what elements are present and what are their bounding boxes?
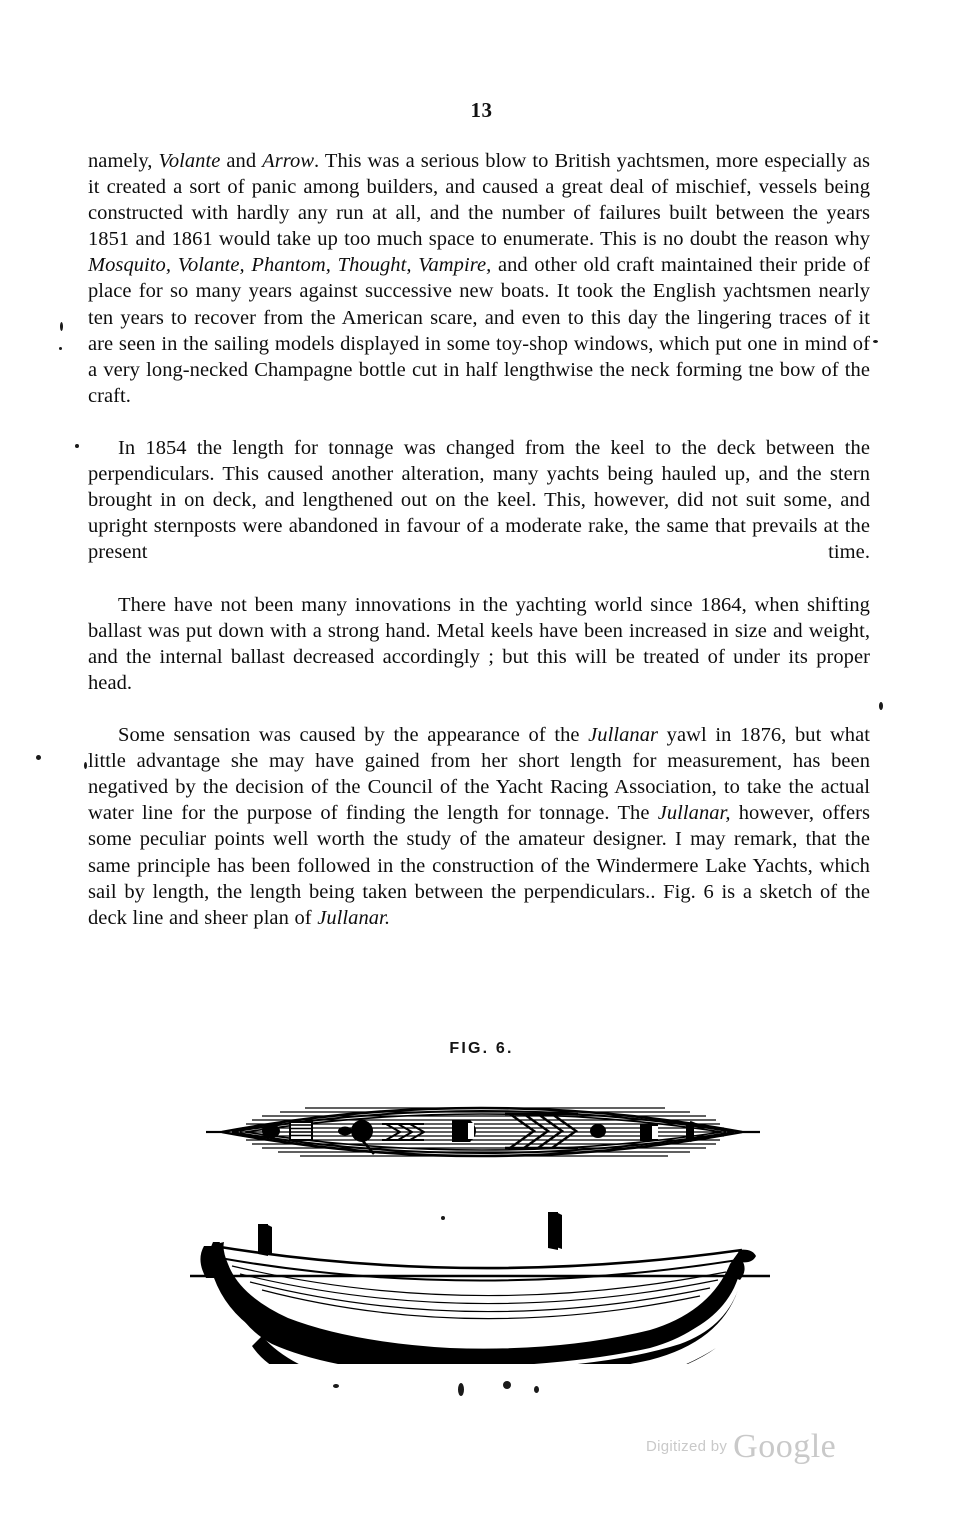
scan-speck xyxy=(59,347,62,350)
watermark-prefix: Digitized by xyxy=(646,1438,728,1455)
small-aft-hatch xyxy=(640,1124,658,1141)
text-run: Some sensation was caused by the appearance of the xyxy=(118,724,589,747)
scan-speck xyxy=(84,762,87,769)
italic-run: Jullanar xyxy=(588,724,659,747)
paragraph-3 xyxy=(88,592,870,722)
text-run: There have not been many innovations in the yachting world since 1864, when shifting ballast was put down with a strong hand. Metal keels have been increased in size and weight, and the internal ballast decreased accordingly ; but this will be treated of under its proper head. xyxy=(88,593,870,694)
scan-speck xyxy=(503,1381,511,1389)
text-run: In 1854 the length for tonnage was changed from the keel to the deck between the perpendiculars. This caused another alteration, many yachts being hauled up, and the stern brought in on deck, and lengthened out on the keel. This, however, did not suit some, and upright sternposts were abandoned in favour of a moderate rake, the same that prevails at the present time. xyxy=(88,437,870,564)
text-run: and xyxy=(220,150,263,172)
scan-speck xyxy=(534,1386,539,1393)
page-number: 13 xyxy=(470,98,493,122)
italic-run: Jullanar, xyxy=(657,802,731,825)
italic-run: Arrow xyxy=(262,150,315,172)
paragraph-1 xyxy=(88,148,870,435)
text-run: namely, xyxy=(88,150,159,172)
figure-caption: FIG. 6. xyxy=(449,1040,514,1057)
paragraph-2 xyxy=(88,435,870,592)
scan-speck xyxy=(60,322,63,331)
digitized-by-google-watermark xyxy=(646,1428,836,1466)
mizzen-mast-stub xyxy=(548,1212,562,1250)
italic-run: Jullanar. xyxy=(317,906,390,929)
oval-hatch-fitting xyxy=(262,1124,280,1138)
deck-line-plan xyxy=(206,1108,760,1156)
figure-6 xyxy=(0,1040,963,1364)
scan-speck xyxy=(441,1216,445,1220)
main-mast-stub xyxy=(258,1224,272,1256)
text-run: however, offers some peculiar points well worth the study of the amateur designer. I may remark, that the same principle has been followed in the construction of the Windermere Lake Yachts, which sail by length, the length being taken between the perpendiculars.. Fig. 6 is a sketch of the deck line and sheer plan of xyxy=(88,802,871,929)
grating-hatch-fitting xyxy=(290,1122,312,1140)
paragraph-4 xyxy=(88,722,870,931)
scan-speck xyxy=(333,1384,339,1388)
watermark-brand: Google xyxy=(733,1428,837,1465)
scan-speck xyxy=(458,1383,464,1396)
large-chevron-skylight xyxy=(505,1114,578,1148)
scan-speck xyxy=(36,755,41,760)
figure-artwork xyxy=(0,1064,963,1364)
companionway-hatch xyxy=(452,1120,476,1142)
italic-run: Volante xyxy=(158,150,221,172)
sheer-plan xyxy=(190,1212,770,1364)
text-run: . This was a serious blow to British yachtsmen, more especially as it created a sort of panic among builders, and caused a great deal of mischief, vessels being constructed with hardly any run at all, and the number of failures built between the years 1851 and 1861 would take up too much space to enumerate. This is no doubt the reason why xyxy=(88,150,870,251)
scan-speck xyxy=(873,340,878,343)
scan-speck xyxy=(879,702,883,710)
scan-speck xyxy=(75,444,79,448)
text-run: yawl in 1876, but what little advantage she may have gained from her short length for measurement, has been negatived by the decision of the Council of the Yacht Racing Association, to take the actual water line for the purpose of finding the length for tonnage. The xyxy=(88,724,870,825)
text-run: and other old craft maintained their pride of place for so many years against successive new boats. It took the English yachtsmen nearly ten years to recover from the American scare, and even to this day the lingering traces of it are seen in the sailing models displayed in some toy-shop windows, which put one in mind of a very long-necked Champagne bottle cut in half lengthwise the neck forming tne bow of the craft. xyxy=(88,254,870,407)
italic-run: Mosquito, Volante, Phantom, Thought, Vampire, xyxy=(88,254,492,277)
round-deck-fitting xyxy=(590,1124,606,1138)
body-text-block xyxy=(88,148,870,931)
